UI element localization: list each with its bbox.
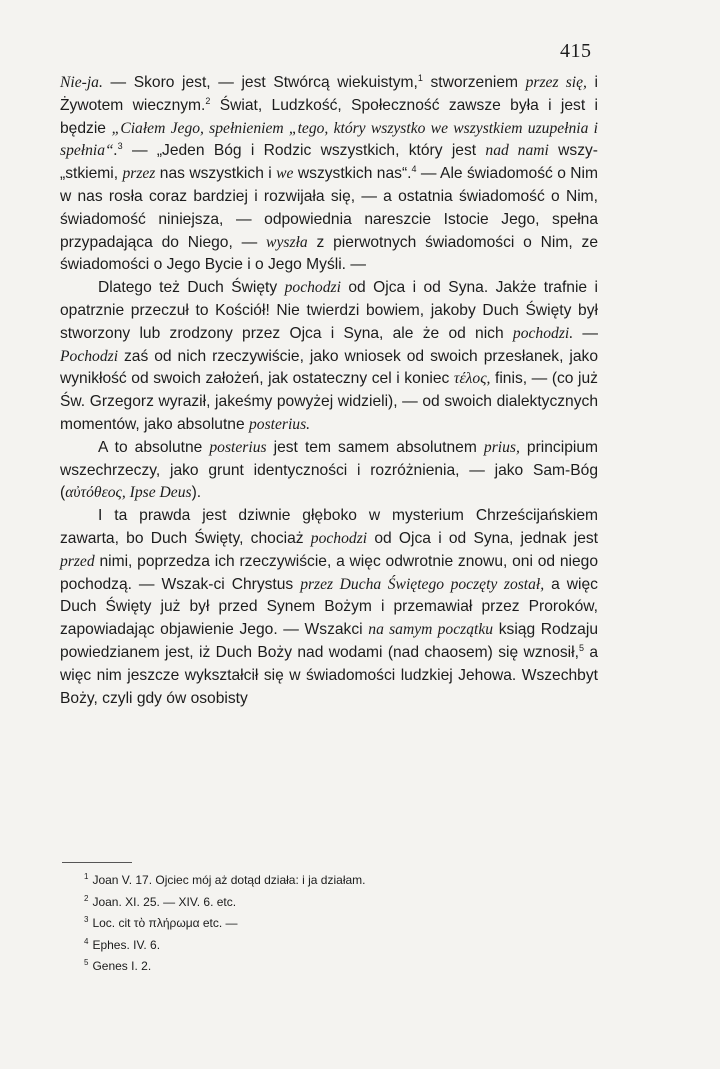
paragraph-1 xyxy=(60,72,598,277)
text-run: stworzeniem xyxy=(422,74,526,91)
greek-word: τέλος, xyxy=(453,370,491,388)
text-run: przed xyxy=(60,552,95,570)
footnote xyxy=(84,868,524,890)
footnote xyxy=(84,954,524,976)
text-run: A to absolutne xyxy=(98,438,210,456)
footnote xyxy=(84,890,524,912)
paragraph-2 xyxy=(60,277,598,437)
text-run: principium wszechrzeczy, jako grunt identyczności i rozróżnienia, — jako Sam-Bóg ( xyxy=(60,438,598,502)
text-run: i Żywotem wiecznym. xyxy=(60,74,599,114)
footnote-text: Joan V. 17. Ojciec mój aż dotąd działa: i ja działam. xyxy=(92,873,366,887)
footnote xyxy=(84,911,524,933)
text-run: — „Jeden Bóg i Rodzic wszystkich, który jest xyxy=(122,142,486,160)
footnote xyxy=(84,933,524,955)
text-run: pochodzi xyxy=(310,529,368,547)
text-run: przez Ducha Świętego poczęty został, xyxy=(300,575,545,593)
text-run: a więc Duch Święty już był przed Synem Bożym i przemawiał przez Proroków, zapowiadając objawienie Jego. — Wszakci xyxy=(60,575,598,639)
footnote-text: Genes I. 2. xyxy=(92,959,152,973)
text-run: wszy-„stkiemi, xyxy=(60,142,598,183)
text-run: nad nami xyxy=(485,142,549,160)
text-run: Nie-ja. xyxy=(60,74,103,91)
footnote-divider xyxy=(62,862,132,863)
text-run: αὐτόθεος, Ipse Deus xyxy=(65,484,192,502)
text-run: przez xyxy=(122,165,156,183)
text-run: nimi, poprzedza ich rzeczywiście, a więc odwrotnie znowu, oni od niego pochodzą. — Wszak-ci Chrystus xyxy=(60,552,598,593)
text-run: „Ciałem Jego, spełnieniem „tego, który wszystko we wszystkiem uzupełnia i spełnia“. xyxy=(60,119,598,160)
text-run: pochodzi. xyxy=(512,324,574,342)
footnote-mark: 5 xyxy=(84,958,89,967)
text-run: posterius. xyxy=(248,415,311,433)
footnote-ref: 3 xyxy=(117,141,123,152)
text-run: ). xyxy=(191,484,202,502)
main-text xyxy=(60,72,598,710)
footnote-text: Ephes. IV. 6. xyxy=(92,937,161,952)
footnote-ref: 4 xyxy=(411,164,417,174)
footnote-text: Loc. cit τὸ πλήρωμα etc. — xyxy=(92,916,238,930)
text-run: od Ojca i od Syna. Jakże trafnie i opatrznie przeczuł to Kościół! Nie twierdzi bowiem, jakoby Duch Święty był stworzony lub zrodzony przez Ojca i Syna, ale że od nich xyxy=(60,279,598,342)
text-run: wszystkich nas“. xyxy=(293,165,412,183)
paragraph-3 xyxy=(60,437,598,505)
footnote-mark: 4 xyxy=(84,936,89,946)
text-run: zaś od nich rzeczywiście, jako wniosek od swoich przesłanek, jako wynikłość od swoich założeń, jak ostateczny cel i koniec xyxy=(60,347,598,388)
footnote-ref: 2 xyxy=(205,95,211,106)
footnote-mark: 1 xyxy=(84,872,89,881)
page-number: 415 xyxy=(560,40,592,62)
footnote-ref: 5 xyxy=(578,642,584,653)
text-run: — Ale świadomość o Nim w nas rosła coraz bardziej i rozwijała się, — a ostatnia świadomość o Nim, świadomość niniejsza, — odpowiednia nareszcie Istocie Jego, spełna przypadająca do Niego, — xyxy=(60,165,598,251)
text-run: — xyxy=(573,324,598,342)
footnotes xyxy=(84,868,524,976)
paragraph-4 xyxy=(60,505,598,710)
text-run: finis, — (co już Św. Grzegorz wyraził, jakeśmy powyżej widzieli), — od swoich dialektycznych momentów, jako absolutne xyxy=(60,370,598,433)
text-run: nas wszystkich i xyxy=(155,165,277,183)
text-run: Pochodzi xyxy=(60,347,119,365)
text-run: I ta prawda jest dziwnie głęboko w mysterium Chrześcijańskiem zawarta, bo Duch Święty, chociaż xyxy=(60,507,598,547)
text-run: przez się, xyxy=(525,74,587,91)
text-run: pochodzi xyxy=(284,279,341,297)
text-run: a więc nim jeszcze wykształcił się w świadomości ludzkiej Jehowa. Wszechbyt Boży, czyli gdy ów osobisty xyxy=(60,643,598,707)
text-run: we xyxy=(276,165,294,183)
text-run: wyszła xyxy=(266,233,308,251)
text-run: Dlatego też Duch Święty xyxy=(98,279,285,297)
text-run: na samym początku xyxy=(368,621,494,639)
text-run: ksiąg Rodzaju powiedzianem jest, iż Duch Boży nad wodami (nad chaosem) się wznosił, xyxy=(60,621,598,661)
footnote-mark: 3 xyxy=(84,915,89,924)
text-run: jest tem samem absolutnem xyxy=(266,438,484,456)
text-run: — Skoro jest, — jest Stwórcą wiekuistym, xyxy=(102,74,418,91)
text-run: od Ojca i od Syna, jednak jest xyxy=(367,529,598,547)
footnote-mark: 2 xyxy=(84,893,89,903)
text-run: Świat, Ludzkość, Społeczność zawsze była i jest i będzie xyxy=(60,96,598,137)
footnote-text: Joan. XI. 25. — XIV. 6. etc. xyxy=(92,894,237,909)
text-run: prius, xyxy=(483,438,520,456)
text-run: z pierwotnych świadomości o Nim, ze świadomości o Jego Bycie i o Jego Myśli. — xyxy=(60,233,598,274)
text-run: posterius xyxy=(209,438,267,456)
footnote-ref: 1 xyxy=(417,72,423,83)
